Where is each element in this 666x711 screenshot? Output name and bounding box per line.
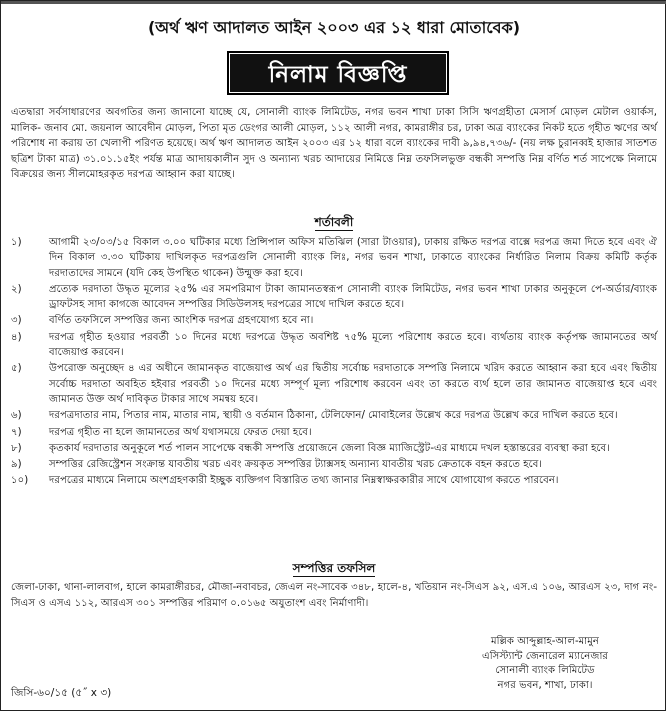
signature-block [433,635,657,693]
term-number: ২) [11,283,22,295]
term-number: ৪) [11,331,22,343]
term-text: দরপত্র গৃহীত না হলে জামানতের অর্থ যথাসময়ে ফেরত দেয়া হবে। [49,426,312,438]
term-text: বর্ণিত তফসিলে সম্পত্তির জন্য আংশিক দরপত্র গ্রহণযোগ্য হবে না। [49,315,314,327]
term-item [11,235,657,281]
term-item [11,361,657,407]
term-number: ৭) [11,426,22,438]
term-item [11,457,657,472]
term-number: ৩) [11,315,22,327]
term-number: ৫) [11,363,22,375]
term-text: দরপত্রের মাধ্যমে নিলামে অংশগ্রহণকারী ইচ্ছুক ব্যক্তিগণ বিস্তারিত তথ্য জানার নিম্নস্বাক্ষরকারীর সাথে যোগাযোগ করতে পারবেন। [49,475,559,487]
reference-number: জিসি-৬০/১৫ (৫˝ x ৩) [11,687,112,699]
property-heading: সম্পত্তির তফসিল [292,561,376,575]
term-number: ৮) [11,442,22,454]
term-item [11,441,657,456]
term-item [11,282,657,313]
term-item [11,330,657,361]
notice-title: নিলাম বিজ্ঞপ্তি [227,51,449,95]
term-text: দরপত্রদাতার নাম, পিতার নাম, মাতার নাম, স্থায়ী ও বর্তমান ঠিকানা, টেলিফোন/ মোবাইলের উল্লেখ করে দরপত্র উল্লেখ করে দাখিল করতে হবে। [49,410,618,422]
term-item [11,313,657,328]
term-text: সম্পত্তির রেজিস্ট্রেশন সংক্রান্ত যাবতীয় খরচ এবং ক্রয়কৃত সম্পত্তির ট্যাক্সসহ অন্যান্য যাবতীয় খরচ ক্রেতাকে বহন করতে হবে। [49,459,543,471]
law-reference: (অর্থ ঋণ আদালত আইন ২০০৩ এর ১২ ধারা মোতাবেক) [147,18,521,37]
term-text: উপরোক্ত অনুচ্ছেদ ৪ এর অধীনে জামানকৃত বাজেয়াপ্ত অর্থ এর দ্বিতীয় সর্বোচ্চ দরদাতাকে সম্পত্তি নিলামে খরিদ করতে আহ্বান করা হবে এবং দ্বিতীয় সর্বোচ্চ দরদাতা অবহিত হইবার পরবর্তী ১০ দিনের মধ্যে সম্পূর্ণ মূল্য পরিশোধ করবেন এবং তা করতে ব্যর্থ হলে তার জামানত বাজেয়াপ্ত হবে এবং জামানত উক্ত অর্থ দাবিকৃত টাকার সাথে সমন্বয় হবে। [49,363,657,405]
intro-paragraph: এতদ্বারা সর্বসাধারণের অবগতির জন্য জানানো যাচ্ছে যে, সোনালী ব্যাংক লিমিটেড, নগর ভবন শাখা ঢাকা সিসি ঋণগ্রহীতা মেসার্স মোড়ল মেটাল ওয়ার্কস, মালিক- জনাব মো. জয়নাল আবেদীন মোড়ল, পিতা মৃত ডেংগর আলী মোড়ল, ১১২ আলী নগর, কামরাঙ্গীর চর, ঢাকা অত্র ব্যাংকের নিকট হতে গৃহীত ঋণের অর্থ পরিশোধ না করায় তা খেলাপী পরিণত হয়েছে। অর্থ ঋণ আদালত আইন ২০০৩ এর ১২ ধারা বলে ব্যাংকের দাবী ৯,৯৪,৭৩৬/- (নয় লক্ষ চুরানব্বই হাজার সাতশত ছত্রিশ টাকা মাত্র) ৩১.০১.১৫ইং পর্যন্ত মাত্র আদায়কালীন সুদ ও অন্যান্য খরচ আদায়ের নিমিত্তে নিম্ন তফসিলভুক্ত বন্ধকী সম্পত্তি নিম্ন বর্ণিত শর্ত সাপেক্ষে নিলামে বিক্রয়ের জন্য সীলমোহরকৃত দরপত্র আহ্বান করা যাচ্ছে। [11,107,657,181]
signatory-name: মল্লিক আব্দুল্লাহ-আল-মামুন [491,636,599,647]
signatory-bank: সোনালী ব্যাংক লিমিটেড [495,665,595,677]
term-item [11,473,657,488]
term-number: ৬) [11,410,22,422]
term-number: ১০) [11,475,29,487]
property-schedule: জেলা-ঢাকা, থানা-লালবাগ, হালে কামরাঙ্গীরচর, মৌজা-নবাবচর, জেএল নং-সাবেক ৩৪৮, হালে-৪, খতিয়ান নং-সিএস ৯২, এস.এ ১০৬, আরএস ২৩, দাগ নং-সিএস ও এসএ ১১২, আরএস ৩০১ সম্পত্তির পরিমাণ ০.০১৬৫ অযুতাংশ এবং নির্মাণাদী। [11,582,657,609]
term-text: দরপত্র গৃহীত হওয়ার পরবর্তী ১০ দিনের মধ্যে দরপত্রে উদ্ধৃত অবশিষ্ট ৭৫% মূল্যে পরিশোধ করতে হবে। ব্যর্থতায় ব্যাংক কর্তৃপক্ষ জামানতের অর্থ বাজেয়াপ্ত করবেন। [49,331,657,359]
top-rule [1,1,666,4]
signatory-branch: নগর ভবন, শাখা, ঢাকা। [497,679,593,691]
term-text: প্রত্যেক দরদাতা উদ্ধৃত মূল্যের ২৫% এর সমপরিমাণ টাকা জামানতস্বরূপ সোনালী ব্যাংক লিমিটেড, নগর ভবন শাখা ঢাকার অনুকূলে পে-অর্ডার/ব্যাংক ড্রাফটসহ সাদা কাগজে আবেদন সম্পত্তির সিডিউলসহ দরপত্রের সাথে দাখিল করতে হবে। [49,283,657,311]
terms-heading: শর্তাবলী [314,215,354,229]
term-number: ৯) [11,459,22,471]
term-item [11,408,657,423]
term-number: ১) [11,237,22,248]
terms-list [11,235,657,490]
term-text: কৃতকার্য দরদাতার অনুকূলে শর্ত পালন সাপেক্ষে বন্ধকী সম্পত্তি প্রয়োজনে জেলা বিজ্ঞ ম্যাজিস্ট্রেট-এর মাধ্যমে দখল হস্তান্তরের ব্যবস্থা করা হবে। [49,442,610,454]
signatory-designation: এসিস্ট্যান্ট জেনারেল ম্যানেজার [481,650,609,662]
term-item [11,425,657,440]
term-text: আগামী ২৩/০৩/১৫ বিকাল ৩.০০ ঘটিকার মধ্যে প্রিন্সিপাল অফিস মতিঝিল (সারা টাওয়ার), ঢাকায় রক্ষিত দরপত্র বাক্সে দরপত্র জমা দিতে হবে এবং ঐ দিন বিকাল ৩.৩০ ঘটিকায় দাখিলকৃত দরপত্রগুলি সোনালী ব্যাংক লিঃ, নগর ভবন শাখা, ঢাকাতে ব্যাংকের নির্ধারিত নিলাম বিক্রয় কমিটি কর্তৃক দরদাতাদের সামনে (যদি কেহ উপস্থিত থাকেন) উন্মুক্ত করা হবে। [49,237,657,279]
